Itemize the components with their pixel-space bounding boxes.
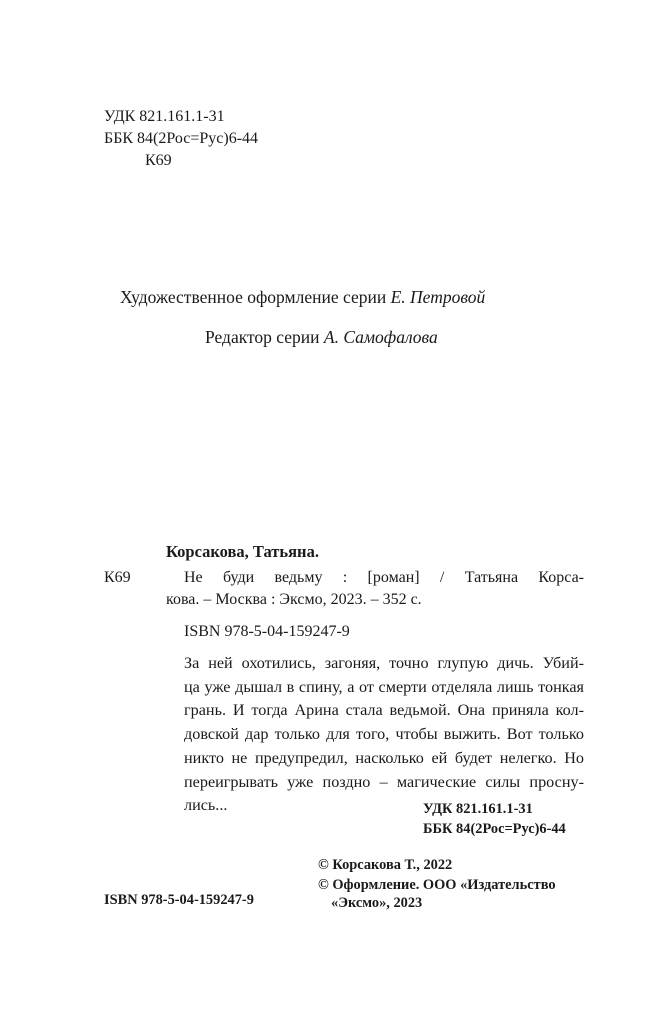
editor-credit bbox=[205, 325, 438, 349]
catalog-author-sign: К69 bbox=[104, 569, 131, 586]
annotation-line: никто не предупредил, насколько ей будет нелегко. Но bbox=[184, 748, 584, 767]
annotation-line: переигрывать уже поздно – магические силы просну- bbox=[184, 772, 584, 791]
footer-isbn: ISBN 978-5-04-159247-9 bbox=[104, 892, 254, 908]
catalog-isbn: ISBN 978-5-04-159247-9 bbox=[184, 623, 350, 640]
editor-credit-prefix: Редактор серии bbox=[205, 327, 324, 347]
udk-code: УДК 821.161.1-31 bbox=[104, 108, 225, 125]
copyright-author: © Корсакова Т., 2022 bbox=[318, 857, 453, 873]
annotation-line: грань. И тогда Арина стала ведьмой. Она приняла кол- bbox=[184, 701, 584, 720]
design-credit bbox=[120, 285, 485, 309]
annotation-line: За ней охотились, загоняя, точно глупую дичь. Убий- bbox=[184, 654, 584, 672]
editor-credit-name: А. Самофалова bbox=[323, 327, 438, 347]
footer-udk: УДК 821.161.1-31 bbox=[423, 801, 533, 817]
bbk-code: ББК 84(2Рос=Рус)6-44 bbox=[104, 130, 259, 147]
catalog-description-line1: Не буди ведьму : [роман] / Татьяна Корса- bbox=[184, 569, 584, 586]
annotation-line: довской дар только для того, чтобы выжить. Вот только bbox=[184, 725, 584, 744]
annotation-line: ца уже дышал в спину, а от смерти отделяла лишь тонкая bbox=[184, 677, 584, 696]
footer-bbk: ББК 84(2Рос=Рус)6-44 bbox=[423, 821, 566, 837]
author-sign: К69 bbox=[145, 152, 172, 169]
copyright-design-line2: «Эксмо», 2023 bbox=[331, 895, 423, 911]
catalog-description-line2: кова. – Москва : Эксмо, 2023. – 352 с. bbox=[166, 591, 422, 608]
annotation bbox=[184, 652, 584, 818]
design-credit-name: Е. Петровой bbox=[390, 287, 486, 307]
design-credit-prefix: Художественное оформление серии bbox=[120, 287, 391, 307]
copyright-design-line1: © Оформление. ООО «Издательство bbox=[318, 877, 556, 893]
annotation-line: лись... bbox=[184, 796, 228, 815]
catalog-author-heading: Корсакова, Татьяна. bbox=[166, 542, 319, 561]
